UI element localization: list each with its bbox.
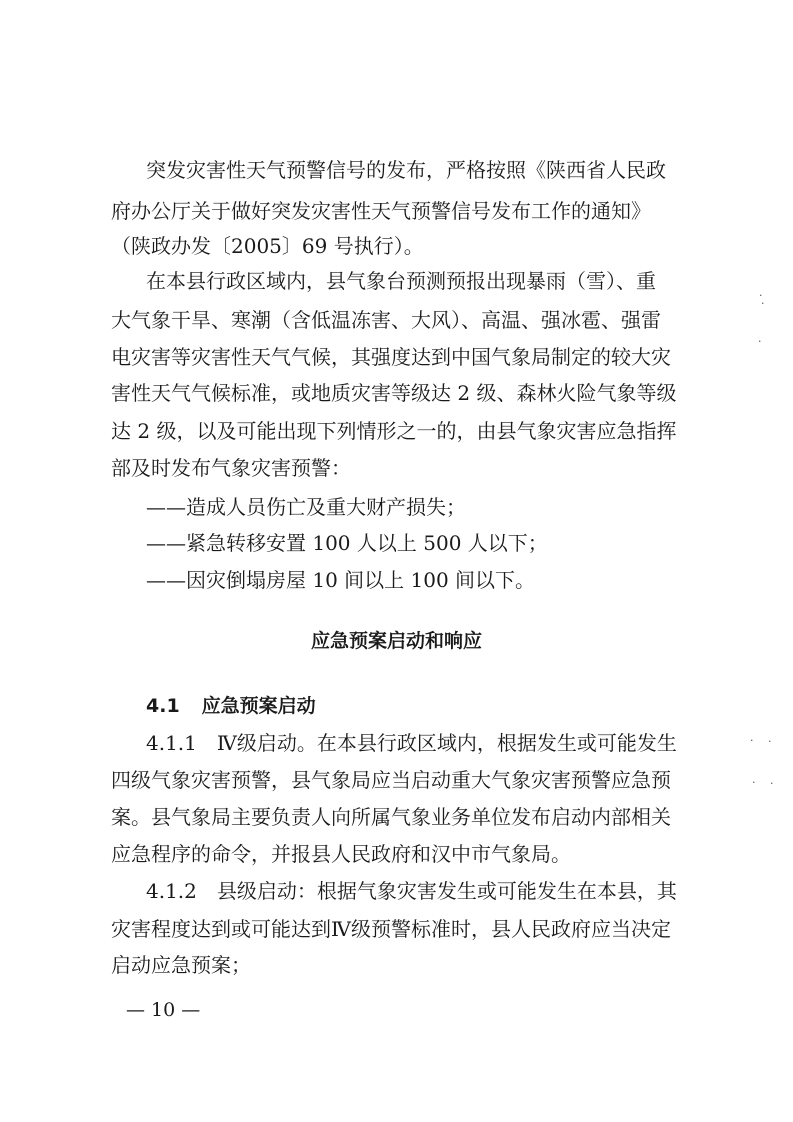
paragraph-411-line-2: 四级气象灾害预警，县气象局应当启动重大气象灾害预警应急预: [111, 768, 671, 792]
list-item-1: ——造成人员伤亡及重大财产损失；: [146, 495, 466, 519]
paragraph-1-line-1: 突发灾害性天气预警信号的发布，严格按照《陕西省人民政: [146, 158, 666, 182]
subsection-number: 4.1: [146, 695, 180, 717]
list-item-3: ——因灾倒塌房屋 10 间以上 100 间以下。: [146, 568, 536, 592]
paragraph-411-line-4: 应急程序的命令，并报县人民政府和汉中市气象局。: [111, 842, 571, 866]
paragraph-411-line-1: 4.1.1 Ⅳ级启动。在本县行政区域内，根据发生或可能发生: [146, 731, 677, 755]
list-item-2: ——紧急转移安置 100 人以上 500 人以下；: [146, 531, 548, 555]
paragraph-412-line-3: 启动应急预案；: [111, 953, 251, 977]
paragraph-2-line-6: 部及时发布气象灾害预警：: [111, 456, 351, 480]
paragraph-1-line-2: 府办公厅关于做好突发灾害性天气预警信号发布工作的通知》: [111, 199, 651, 223]
scan-speck: ·: [758, 335, 762, 348]
page-number: — 10 —: [126, 999, 201, 1021]
scan-speck: ·: [770, 777, 774, 790]
section-heading: 应急预案启动和响应: [310, 630, 482, 652]
scan-speck: ·: [761, 297, 765, 310]
scan-speck: ·: [752, 776, 756, 789]
paragraph-1-line-3: （陕政办发〔2005〕69 号执行）。: [111, 234, 424, 258]
scan-speck: ·: [750, 734, 754, 747]
scan-speck: ·: [759, 289, 763, 302]
paragraph-411-line-3: 案。县气象局主要负责人向所属气象业务单位发布启动内部相关: [111, 805, 671, 829]
paragraph-2-line-4: 害性天气气候标准，或地质灾害等级达 2 级、森林火险气象等级: [111, 381, 677, 405]
paragraph-2-line-2: 大气象干旱、寒潮（含低温冻害、大风）、高温、强冰雹、强雷: [111, 308, 661, 332]
paragraph-2-line-5: 达 2 级，以及可能出现下列情形之一的，由县气象灾害应急指挥: [111, 419, 677, 443]
paragraph-2-line-1: 在本县行政区域内，县气象台预测预报出现暴雨（雪）、重: [146, 269, 656, 293]
subsection-title: 应急预案启动: [201, 695, 316, 717]
paragraph-412-line-1: 4.1.2 县级启动：根据气象灾害发生或可能发生在本县，其: [146, 879, 677, 903]
subsection-heading: [146, 693, 316, 719]
scan-speck: ·: [768, 735, 772, 748]
paragraph-412-line-2: 灾害程度达到或可能达到Ⅳ级预警标准时，县人民政府应当决定: [111, 917, 671, 941]
paragraph-2-line-3: 电灾害等灾害性天气气候，其强度达到中国气象局制定的较大灾: [111, 345, 671, 369]
